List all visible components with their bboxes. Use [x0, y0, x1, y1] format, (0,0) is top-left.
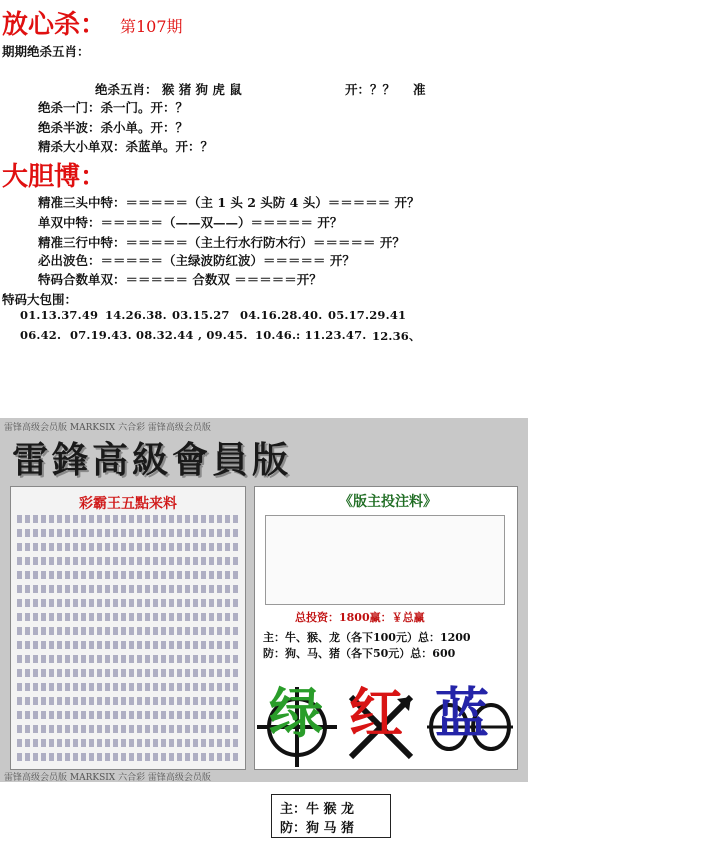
- package-title: 特码大包围：: [2, 292, 78, 307]
- package-number: 04.16.28.40.: [240, 308, 323, 322]
- big-red-char: 红: [349, 681, 403, 745]
- kill-five-status: 开：？？: [345, 82, 396, 97]
- poster-right-panel: [254, 486, 518, 770]
- package-number: 10.46.: [255, 328, 297, 342]
- package-number: , 09.45.: [198, 328, 248, 342]
- bold-line: 单双中特：＝＝＝＝＝（——双——）＝＝＝＝＝ 开？: [38, 215, 343, 230]
- kill-size: 精杀大小单双：杀蓝单。开：？: [38, 139, 214, 154]
- page-title: 放心杀：: [2, 10, 107, 40]
- bold-line: 必出波色：＝＝＝＝＝（主绿波防红波）＝＝＝＝＝ 开？: [38, 253, 355, 268]
- big-green-char: 绿: [269, 681, 323, 745]
- kill-five-tag: 准: [413, 82, 426, 97]
- poster-image: [0, 418, 528, 782]
- issue-number: 第107期: [120, 17, 183, 36]
- summary-guard: 防：狗 马 猪: [280, 821, 355, 836]
- poster-right-title: 《版主投注料》: [339, 494, 437, 510]
- poster-left-title: 彩霸王五點来料: [79, 496, 177, 512]
- poster-guard-line: 防：狗、马、猪（各下50元）总：600: [263, 647, 456, 660]
- poster-total: 总投资：1800赢：￥总赢: [295, 611, 425, 624]
- big-blue-char: 蓝: [435, 681, 489, 745]
- kill-wave: 绝杀半波：杀小单。开：？: [38, 120, 189, 135]
- package-number: 03.15.27: [172, 308, 230, 322]
- package-number: 06.42.: [20, 328, 62, 342]
- package-number: : 11.23.47.: [296, 328, 367, 342]
- package-number: 05.17.29.41: [328, 308, 407, 322]
- subtitle: 期期绝杀五肖：: [2, 44, 90, 59]
- kill-five-zodiac: 绝杀五肖： 猴 猪 狗 虎 鼠: [95, 82, 242, 97]
- kill-door: 绝杀一门：杀一门。开：？: [38, 100, 189, 115]
- poster-main-line: 主：牛、猴、龙（各下100元）总：1200: [263, 631, 471, 644]
- bold-line: 精准三头中特：＝＝＝＝＝（主 1 头 2 头防 4 头）＝＝＝＝＝ 开？: [38, 195, 420, 210]
- poster-watermark: 雷锋高级会员版 MARKSIX 六合彩 雷锋高级会员版: [4, 423, 211, 433]
- poster-title: 雷鋒高級會員版: [12, 439, 293, 481]
- package-number: 08.32.44: [136, 328, 194, 342]
- package-number: 12.36、: [372, 329, 421, 343]
- poster-right-box: [265, 515, 505, 605]
- bold-line: 特码合数单双：＝＝＝＝＝ 合数双 ＝＝＝＝＝开？: [38, 272, 322, 287]
- package-number: 01.13.37.49: [20, 308, 99, 322]
- bold-title: 大胆博：: [2, 162, 107, 192]
- package-number: 07.19.43.: [70, 328, 132, 342]
- package-number: 14.26.38.: [105, 308, 167, 322]
- summary-box: [271, 794, 391, 838]
- poster-watermark-bottom: 雷锋高级会员版 MARKSIX 六合彩 雷锋高级会员版: [4, 773, 211, 782]
- summary-main: 主：牛 猴 龙: [280, 802, 355, 817]
- poster-left-panel: [10, 486, 246, 770]
- bold-line: 精准三行中特：＝＝＝＝＝（主土行水行防木行）＝＝＝＝＝ 开？: [38, 235, 405, 250]
